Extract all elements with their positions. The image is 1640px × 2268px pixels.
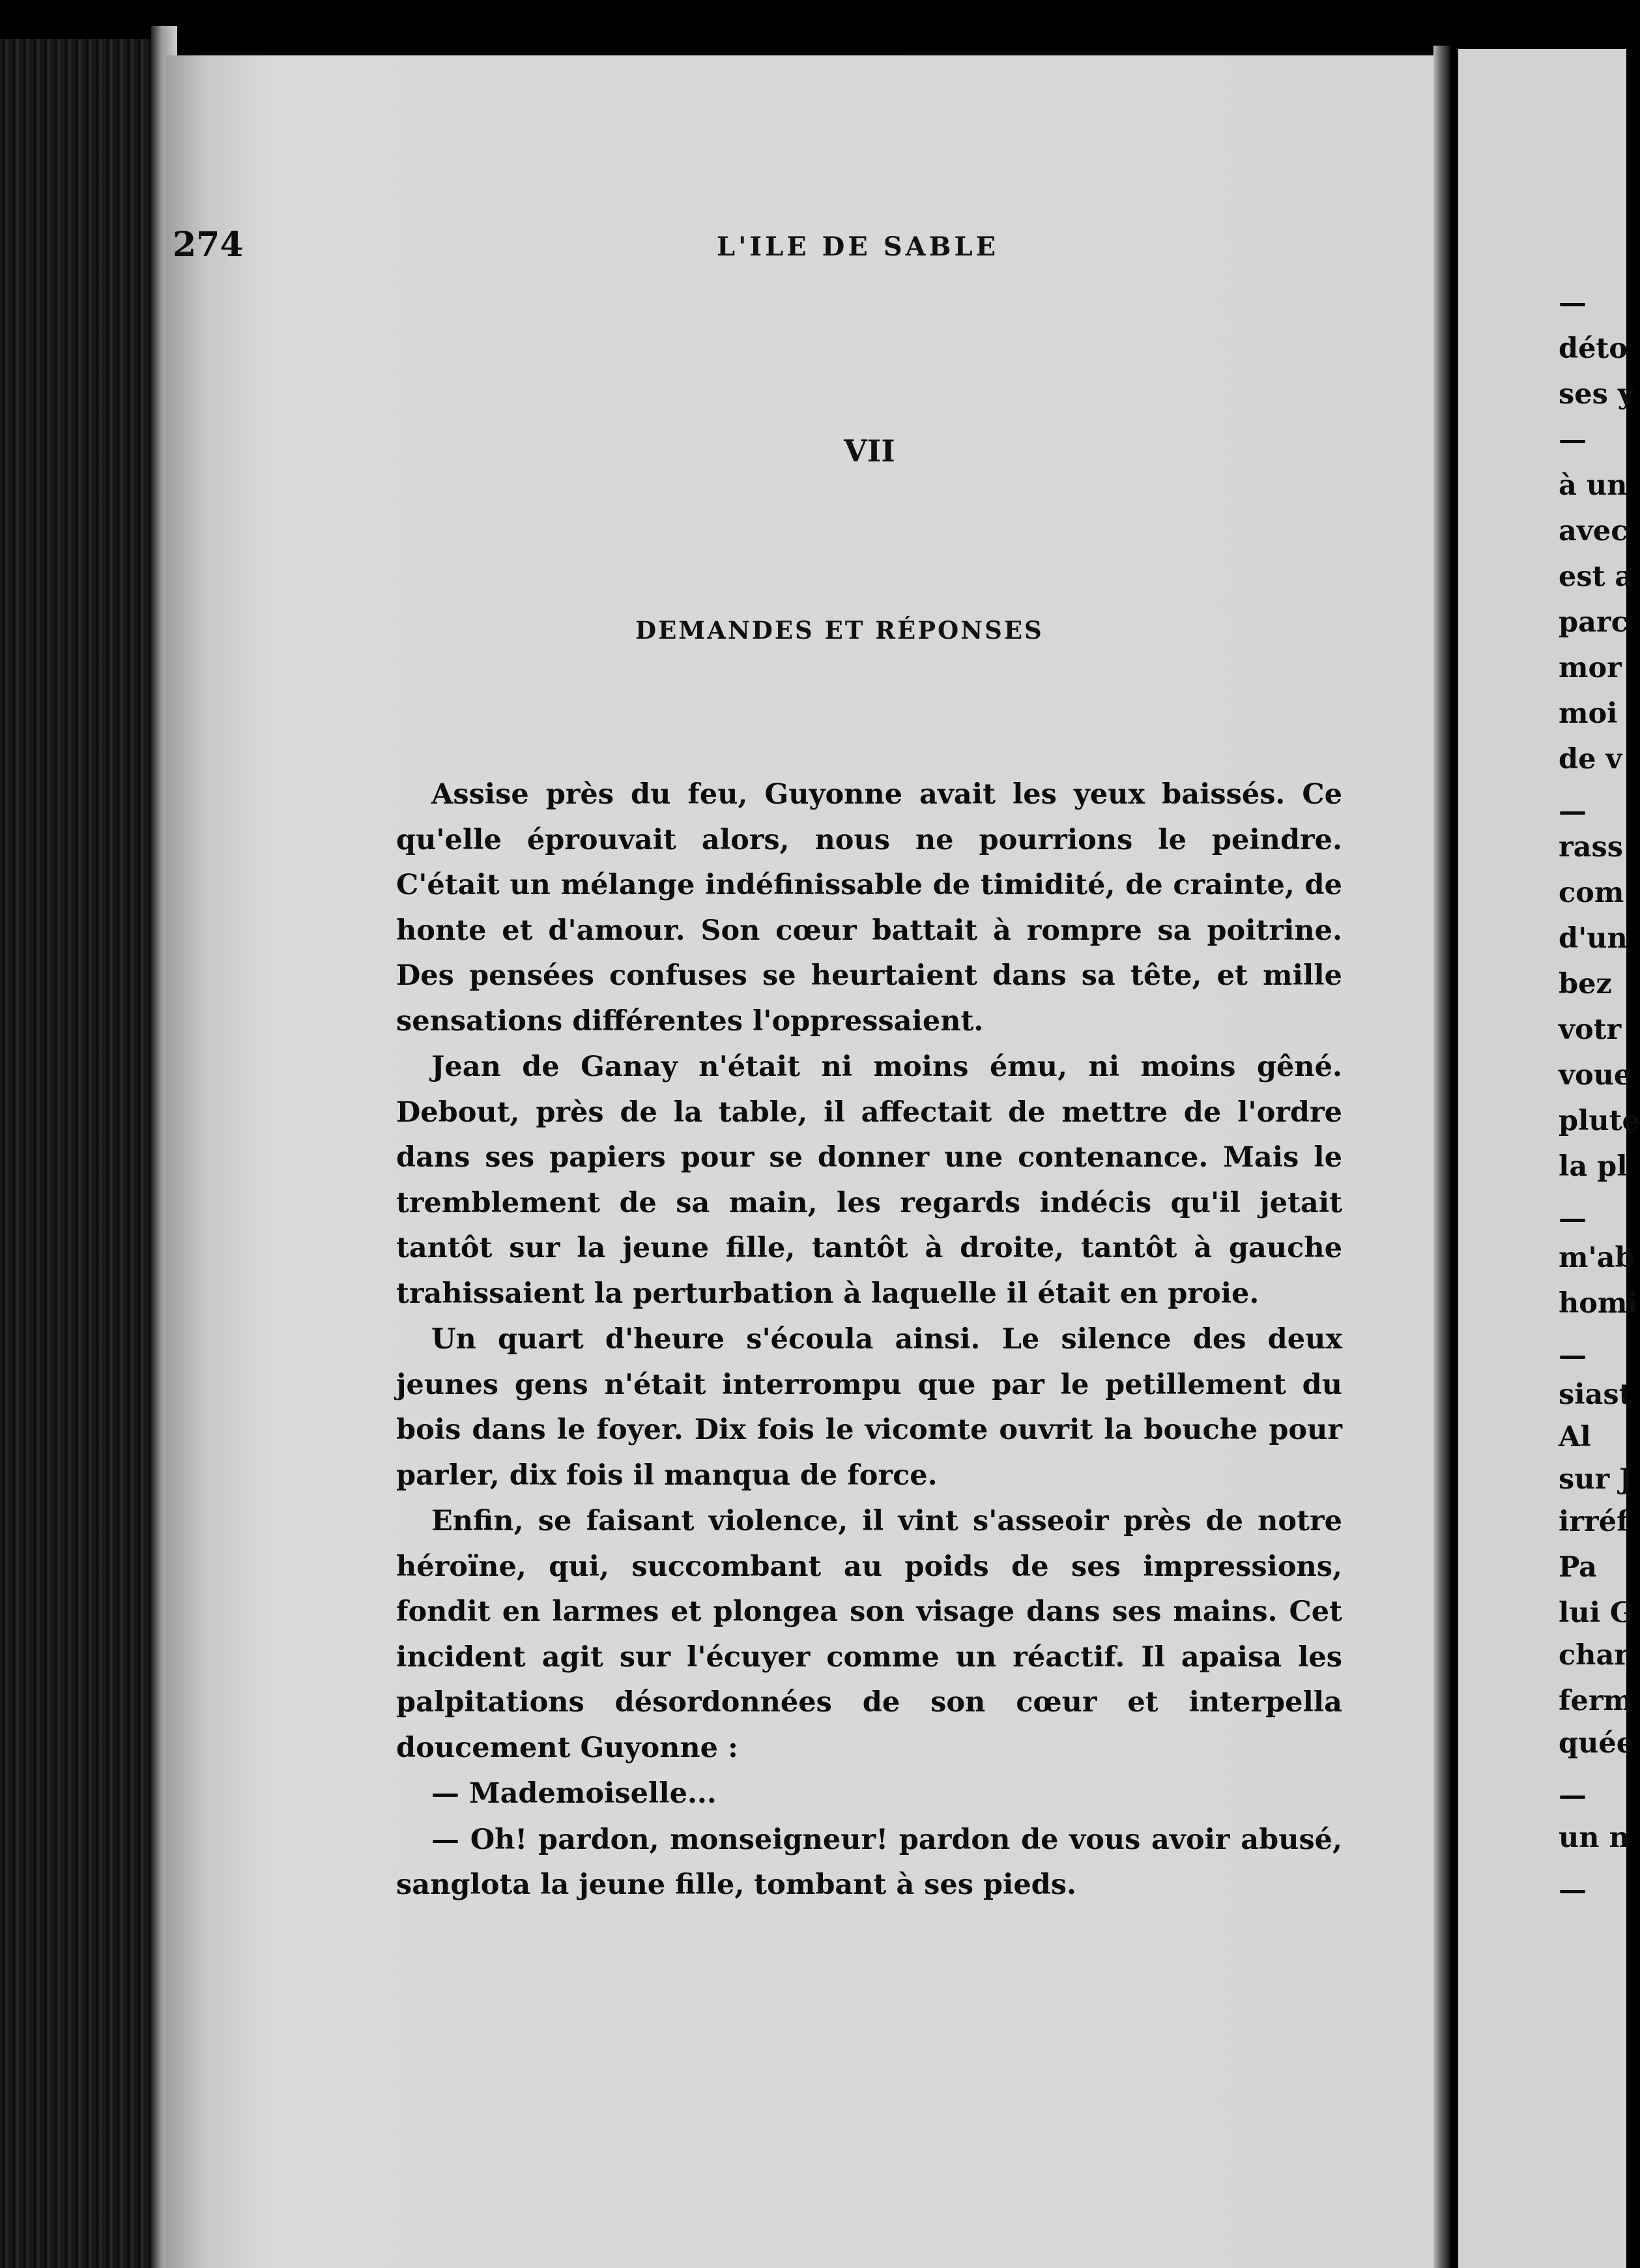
facing-page-fragment: d'un [1559,922,1628,955]
facing-page-fragment: — [1559,287,1587,319]
facing-page-fragment: voue [1559,1059,1632,1092]
facing-page-fragment: bez [1559,968,1612,1000]
facing-page-fragment: — [1559,1202,1587,1235]
chapter-title: DEMANDES ET RÉPONSES [635,616,1044,645]
facing-page-fragment: — [1559,424,1587,456]
facing-page-fragment: Pa [1559,1551,1598,1584]
facing-page-fragment: votr [1559,1013,1622,1046]
running-title: L'ILE DE SABLE [717,231,1000,262]
facing-page-fragment: com [1559,877,1624,909]
facing-page-fragment: — [1559,795,1587,828]
book-spine [0,39,163,2268]
facing-page-fragment: sur J [1559,1463,1633,1496]
chapter-number: VII [844,433,895,469]
paragraph: Un quart d'heure s'écoula ainsi. Le silence des deux jeunes gens n'était interrompu que par le petillement du bois dans le foyer. Dix fois le vicomte ouvrit la bouche pour parler, dix fois il manqua de force. [396,1323,1342,1492]
facing-page-fragment: — [1559,1874,1587,1906]
facing-page-fragment: irréf [1559,1505,1629,1538]
facing-page-fragment: parc [1559,606,1628,639]
facing-page-fragment: siast [1559,1378,1632,1411]
facing-page-fragment: est a [1559,560,1633,593]
facing-page-fragment: à un [1559,469,1628,502]
facing-page-fragment: rass [1559,831,1623,864]
facing-page-fragment: avec [1559,515,1628,547]
facing-page-fragment: un n [1559,1822,1630,1854]
body-text [396,772,1342,1909]
paragraph: Jean de Ganay n'était ni moins ému, ni moins gêné. Debout, près de la table, il affectait de mettre de l'ordre dans ses papiers pour se donner une contenance. Mais le tremblement de sa main, les regards indécis qu'il jetait tantôt sur la jeune fille, tantôt à droite, tantôt à gauche trahissaient la perturbation à laquelle il était en proie. [396,1051,1342,1310]
facing-page-fragment: m'ab [1559,1242,1635,1274]
facing-page-fragment: homi [1559,1287,1638,1320]
paragraph: Enfin, se faisant violence, il vint s'asseoir près de notre héroïne, qui, succombant au poids de ses impressions, fondit en larmes et plongea son visage dans ses mains. Cet incident agit sur l'écuyer comme un réactif. Il apaisa les palpitations désordonnées de son cœur et interpella doucement Guyonne : [396,1505,1342,1764]
facing-page-fragment: ferm [1559,1685,1633,1717]
facing-page-fragment: la pl [1559,1150,1628,1183]
paragraph: — Oh! pardon, monseigneur! pardon de vous avoir abusé, sanglota la jeune fille, tombant à ses pieds. [396,1823,1342,1901]
facing-page-fragment: ses y [1559,378,1634,411]
page-gutter [1433,46,1450,2268]
facing-page-fragment: char [1559,1639,1629,1672]
paragraph: Assise près du feu, Guyonne avait les yeux baissés. Ce qu'elle éprouvait alors, nous ne pourrions le peindre. C'était un mélange indéfinissable de timidité, de crainte, de honte et d'amour. Son cœur battait à rompre sa poitrine. Des pensées confuses se heurtaient dans sa tête, et mille sensations différentes l'oppressaient. [396,778,1342,1038]
facing-page-fragment: — [1559,1779,1587,1812]
facing-page-fragment: quée [1559,1727,1635,1760]
facing-page-fragment: moi [1559,697,1618,730]
page-number: 274 [173,225,244,265]
facing-page-fragment: déto [1559,332,1628,365]
facing-page-fragment: lui G [1559,1597,1634,1629]
facing-page-fragment: plute [1559,1105,1640,1137]
paragraph: — Mademoiselle... [431,1777,717,1810]
facing-page-fragment: mor [1559,652,1622,684]
facing-page-fragment: de v [1559,743,1622,776]
facing-page-fragment: Al [1559,1421,1591,1453]
facing-page-fragment: — [1559,1339,1587,1372]
